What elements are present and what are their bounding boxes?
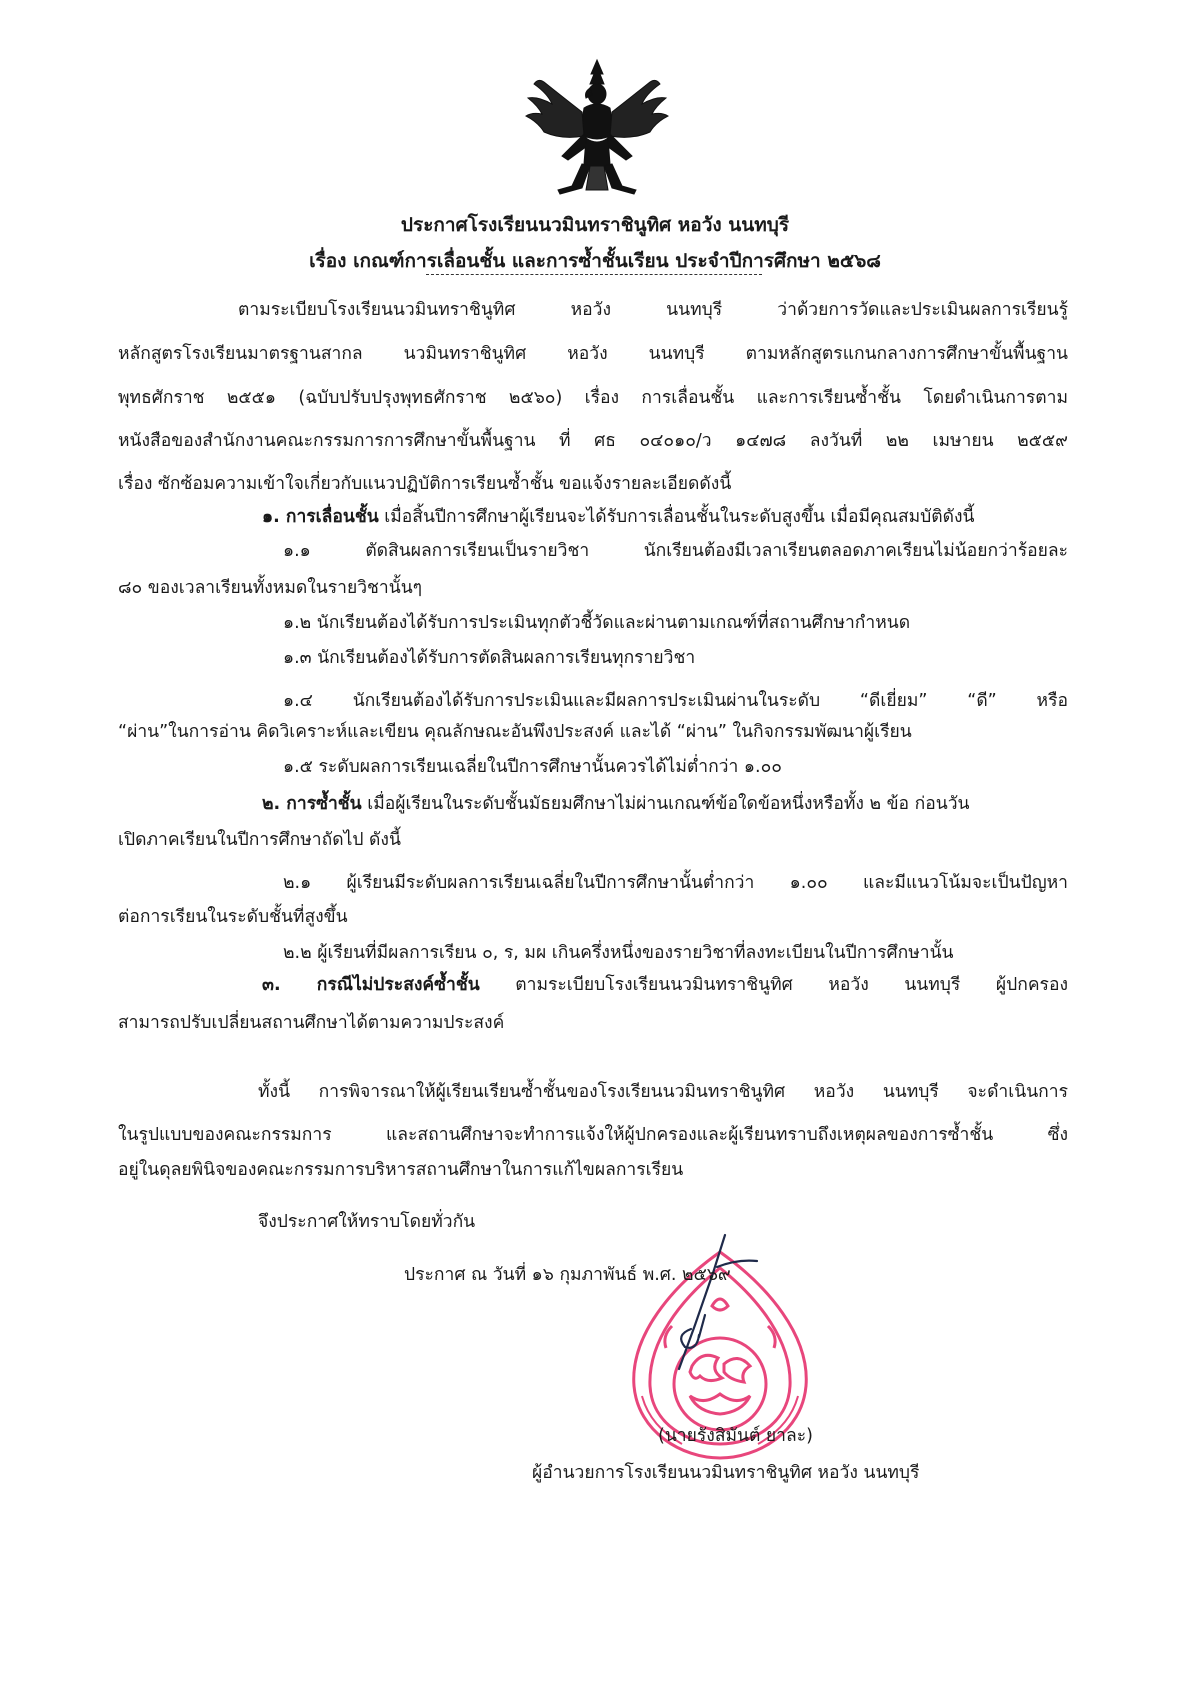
section-1-heading: ๑. การเลื่อนชั้น (262, 507, 379, 527)
item-1-1-cont: ๘๐ ของเวลาเรียนทั้งหมดในรายวิชานั้นๆ (118, 578, 423, 598)
section-1-text: เมื่อสิ้นปีการศึกษาผู้เรียนจะได้รับการเลื่อนชั้นในระดับสูงขึ้น เมื่อมีคุณสมบัติดังนี้ (378, 507, 975, 527)
title-separator (426, 274, 762, 275)
document-subject: เรื่อง เกณฑ์การเลื่อนชั้น และการซ้ำชั้นเรียน ประจำปีการศึกษา ๒๕๖๘ (309, 250, 881, 272)
section-1-line (262, 504, 975, 530)
closing-line: ในรูปแบบของคณะกรรมการ และสถานศึกษาจะทำการแจ้งให้ผู้ปกครองและผู้เรียนทราบถึงเหตุผลของการซ้ำชั้น ซึ่ง (118, 1125, 1068, 1145)
garuda-emblem-icon (522, 56, 672, 198)
intro-line: ตามระเบียบโรงเรียนนวมินทราชินูทิศ หอวัง นนทบุรี ว่าด้วยการวัดและประเมินผลการเรียนรู้ (238, 300, 1068, 320)
item-1-4-cont: “ผ่าน”ในการอ่าน คิดวิเคราะห์และเขียน คุณลักษณะอันพึงประสงค์ และได้ “ผ่าน” ในกิจกรรมพัฒนาผู้เรียน (118, 722, 912, 742)
item-1-1: ๑.๑ ตัดสินผลการเรียนเป็นรายวิชา นักเรียนต้องมีเวลาเรียนตลอดภาคเรียนไม่น้อยกว่าร้อยละ (283, 541, 1068, 561)
intro-line: หนังสือของสำนักงานคณะกรรมการการศึกษาขั้นพื้นฐาน ที่ ศธ ๐๔๐๑๐/ว ๑๔๗๘ ลงวันที่ ๒๒ เมษายน ๒๕๕๙ (118, 431, 1068, 451)
section-3-line (262, 972, 1068, 998)
signer-position: ผู้อำนวยการโรงเรียนนวมินทราชินูทิศ หอวัง นนทบุรี (532, 1463, 920, 1483)
item-2-2: ๒.๒ ผู้เรียนที่มีผลการเรียน ๐, ร, มผ เกินครึ่งหนึ่งของรายวิชาที่ลงทะเบียนในปีการศึกษานั้น (283, 943, 954, 963)
announcement: จึงประกาศให้ทราบโดยทั่วกัน (258, 1212, 476, 1232)
section-3-cont: สามารถปรับเปลี่ยนสถานศึกษาได้ตามความประสงค์ (118, 1013, 505, 1033)
announcement-date: ประกาศ ณ วันที่ ๑๖ กุมภาพันธ์ พ.ศ. ๒๕๖๙ (404, 1265, 731, 1285)
section-2-heading: ๒. การซ้ำชั้น (262, 794, 362, 814)
section-2-cont: เปิดภาคเรียนในปีการศึกษาถัดไป ดังนี้ (118, 830, 401, 850)
intro-line: หลักสูตรโรงเรียนมาตรฐานสากล นวมินทราชินูทิศ หอวัง นนทบุรี ตามหลักสูตรแกนกลางการศึกษาขั้นพื้นฐาน (118, 344, 1068, 364)
item-1-4: ๑.๔ นักเรียนต้องได้รับการประเมินและมีผลการประเมินผ่านในระดับ “ดีเยี่ยม” “ดี” หรือ (283, 691, 1068, 711)
intro-line: พุทธศักราช ๒๕๕๑ (ฉบับปรับปรุงพุทธศักราช ๒๕๖๐) เรื่อง การเลื่อนชั้น และการเรียนซ้ำชั้น โดยดำเนินการตาม (118, 388, 1068, 408)
item-2-1: ๒.๑ ผู้เรียนมีระดับผลการเรียนเฉลี่ยในปีการศึกษานั้นต่ำกว่า ๑.๐๐ และมีแนวโน้มจะเป็นปัญหา (283, 873, 1068, 893)
section-3-text: ตามระเบียบโรงเรียนนวมินทราชินูทิศ หอวัง นนทบุรี ผู้ปกครอง (479, 975, 1068, 995)
closing-line: อยู่ในดุลยพินิจของคณะกรรมการบริหารสถานศึกษาในการแก้ไขผลการเรียน (118, 1160, 684, 1180)
item-1-5: ๑.๕ ระดับผลการเรียนเฉลี่ยในปีการศึกษานั้นควรได้ไม่ต่ำกว่า ๑.๐๐ (283, 757, 782, 777)
handwritten-signature-icon (655, 1233, 765, 1373)
section-2-line (262, 791, 970, 817)
section-2-text: เมื่อผู้เรียนในระดับชั้นมัธยมศึกษาไม่ผ่านเกณฑ์ข้อใดข้อหนึ่งหรือทั้ง ๒ ข้อ ก่อนวัน (361, 794, 970, 814)
item-1-2: ๑.๒ นักเรียนต้องได้รับการประเมินทุกตัวชี้วัดและผ่านตามเกณฑ์ที่สถานศึกษากำหนด (283, 613, 911, 633)
item-1-3: ๑.๓ นักเรียนต้องได้รับการตัดสินผลการเรียนทุกรายวิชา (283, 648, 696, 668)
closing-line: ทั้งนี้ การพิจารณาให้ผู้เรียนเรียนซ้ำชั้นของโรงเรียนนวมินทราชินูทิศ หอวัง นนทบุรี จะดำเนินการ (258, 1082, 1068, 1102)
item-2-1-cont: ต่อการเรียนในระดับชั้นที่สูงขึ้น (118, 907, 348, 927)
section-3-heading: ๓. กรณีไม่ประสงค์ซ้ำชั้น (262, 975, 480, 995)
signer-name: (นายรังสิมันต์ ยาละ) (658, 1426, 813, 1446)
intro-line: เรื่อง ซักซ้อมความเข้าใจเกี่ยวกับแนวปฏิบัติการเรียนซ้ำชั้น ขอแจ้งรายละเอียดดังนี้ (118, 474, 732, 494)
document-title: ประกาศโรงเรียนนวมินทราชินูทิศ หอวัง นนทบุรี (400, 214, 790, 236)
